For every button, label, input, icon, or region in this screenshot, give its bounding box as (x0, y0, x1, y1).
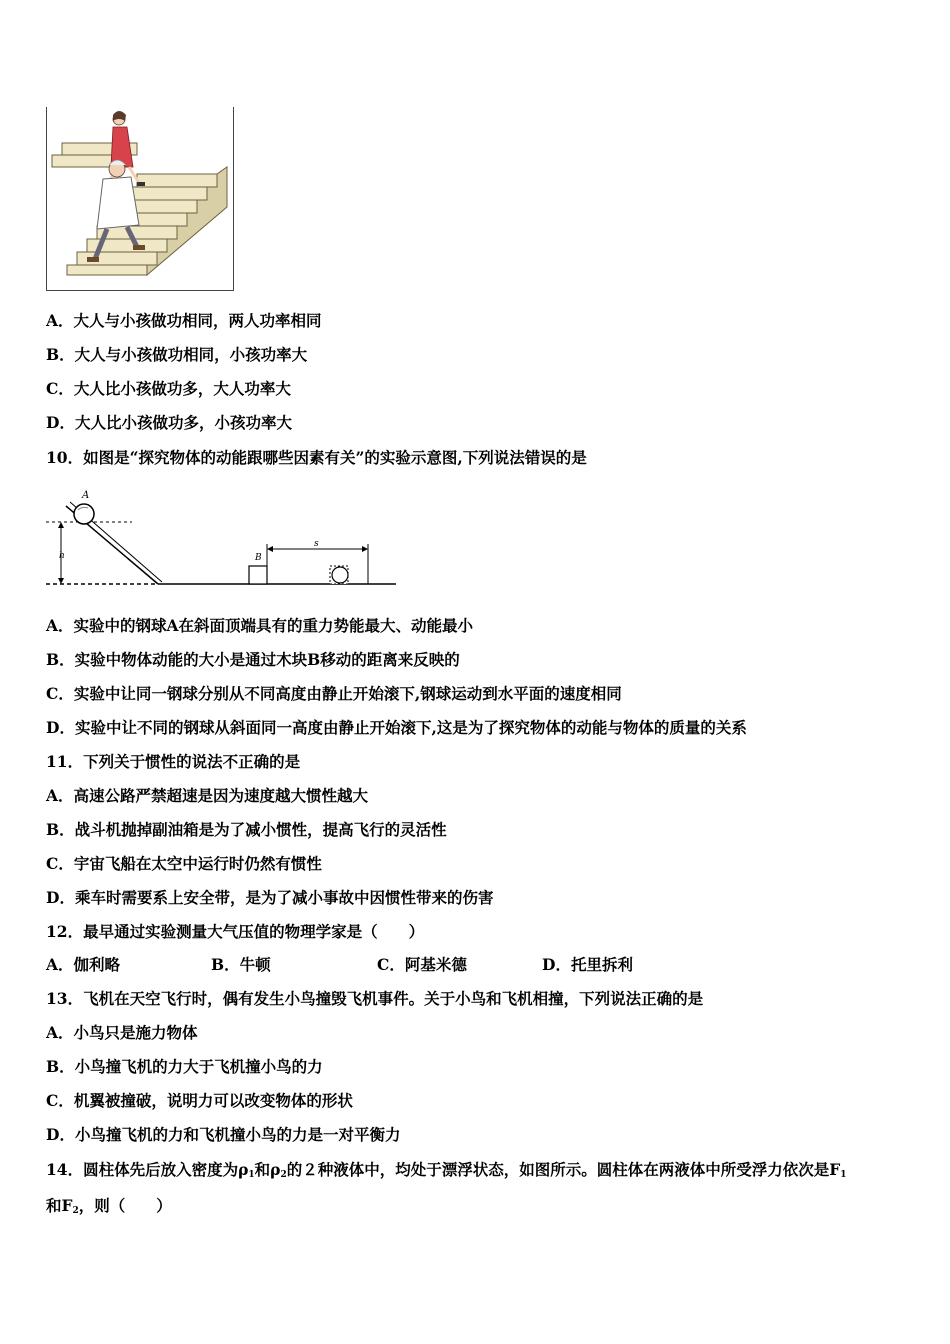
q12-option-c: C．阿基米德 (377, 955, 467, 974)
q10-option-a: A．实验中的钢球A在斜面顶端具有的重力势能最大、动能最小 (46, 616, 474, 635)
q10-stem: 10．如图是“探究物体的动能跟哪些因素有关”的实验示意图,下列说法错误的是 (46, 448, 587, 467)
q9-option-c: C．大人比小孩做功多，大人功率大 (46, 379, 291, 398)
q13-option-a: A．小鸟只是施力物体 (46, 1023, 198, 1042)
q13-option-d: D．小鸟撞飞机的力和飞机撞小鸟的力是一对平衡力 (46, 1125, 401, 1144)
q13-stem: 13．飞机在天空飞行时，偶有发生小鸟撞毁飞机事件。关于小鸟和飞机相撞，下列说法正确的是 (46, 989, 704, 1008)
q13-option-c: C．机翼被撞破，说明力可以改变物体的形状 (46, 1091, 353, 1110)
q11-option-b: B．战斗机抛掉副油箱是为了减小惯性，提高飞行的灵活性 (46, 820, 447, 839)
q10-option-b: B．实验中物体动能的大小是通过木块B移动的距离来反映的 (46, 650, 460, 669)
label-s: s (314, 539, 319, 549)
q14-sub-1: 1 (248, 1170, 255, 1180)
q12-options (46, 955, 746, 975)
q12-option-d: D．托里拆利 (542, 955, 633, 974)
q14-stem-line1 (46, 1160, 847, 1185)
q14-sub-2: 2 (280, 1170, 287, 1180)
q12-stem: 12．最早通过实验测量大气压值的物理学家是（ ） (46, 922, 425, 941)
q14-text-5: ，则（ ） (78, 1196, 172, 1215)
q14-text-2: 和ρ (254, 1160, 281, 1179)
label-b: B (255, 553, 262, 563)
q9-option-a: A．大人与小孩做功相同，两人功率相同 (46, 311, 322, 330)
label-a: A (82, 490, 90, 501)
q11-option-c: C．宇宙飞船在太空中运行时仍然有惯性 (46, 854, 322, 873)
stairs-illustration-icon (47, 107, 233, 290)
q14-text-1: 14．圆柱体先后放入密度为ρ (46, 1160, 249, 1179)
stairs-figure (46, 107, 234, 291)
q13-option-b: B．小鸟撞飞机的力大于飞机撞小鸟的力 (46, 1057, 323, 1076)
q9-option-d: D．大人比小孩做功多，小孩功率大 (46, 413, 292, 432)
q14-stem-line2 (46, 1196, 172, 1221)
label-h: h (59, 551, 65, 561)
q9-option-b: B．大人与小孩做功相同，小孩功率大 (46, 345, 308, 364)
q12-option-b: B．牛顿 (211, 955, 271, 974)
q14-sub-3: 1 (840, 1170, 847, 1180)
q10-option-d: D．实验中让不同的钢球从斜面同一高度由静止开始滚下,这是为了探究物体的动能与物体的质量的关系 (46, 718, 747, 737)
q11-option-d: D．乘车时需要系上安全带，是为了减小事故中因惯性带来的伤害 (46, 888, 494, 907)
q12-option-a: A．伽利略 (46, 955, 121, 974)
ramp-diagram (46, 486, 398, 592)
q14-sub-4: 2 (72, 1206, 79, 1216)
q10-option-c: C．实验中让同一钢球分别从不同高度由静止开始滚下,钢球运动到水平面的速度相同 (46, 684, 622, 703)
kinetic-energy-figure (46, 486, 398, 592)
q14-text-4: 和F (46, 1196, 73, 1215)
q14-text-3: 的２种液体中，均处于漂浮状态，如图所示。圆柱体在两液体中所受浮力依次是F (286, 1160, 841, 1179)
q11-stem: 11．下列关于惯性的说法不正确的是 (46, 752, 301, 771)
q11-option-a: A．高速公路严禁超速是因为速度越大惯性越大 (46, 786, 369, 805)
